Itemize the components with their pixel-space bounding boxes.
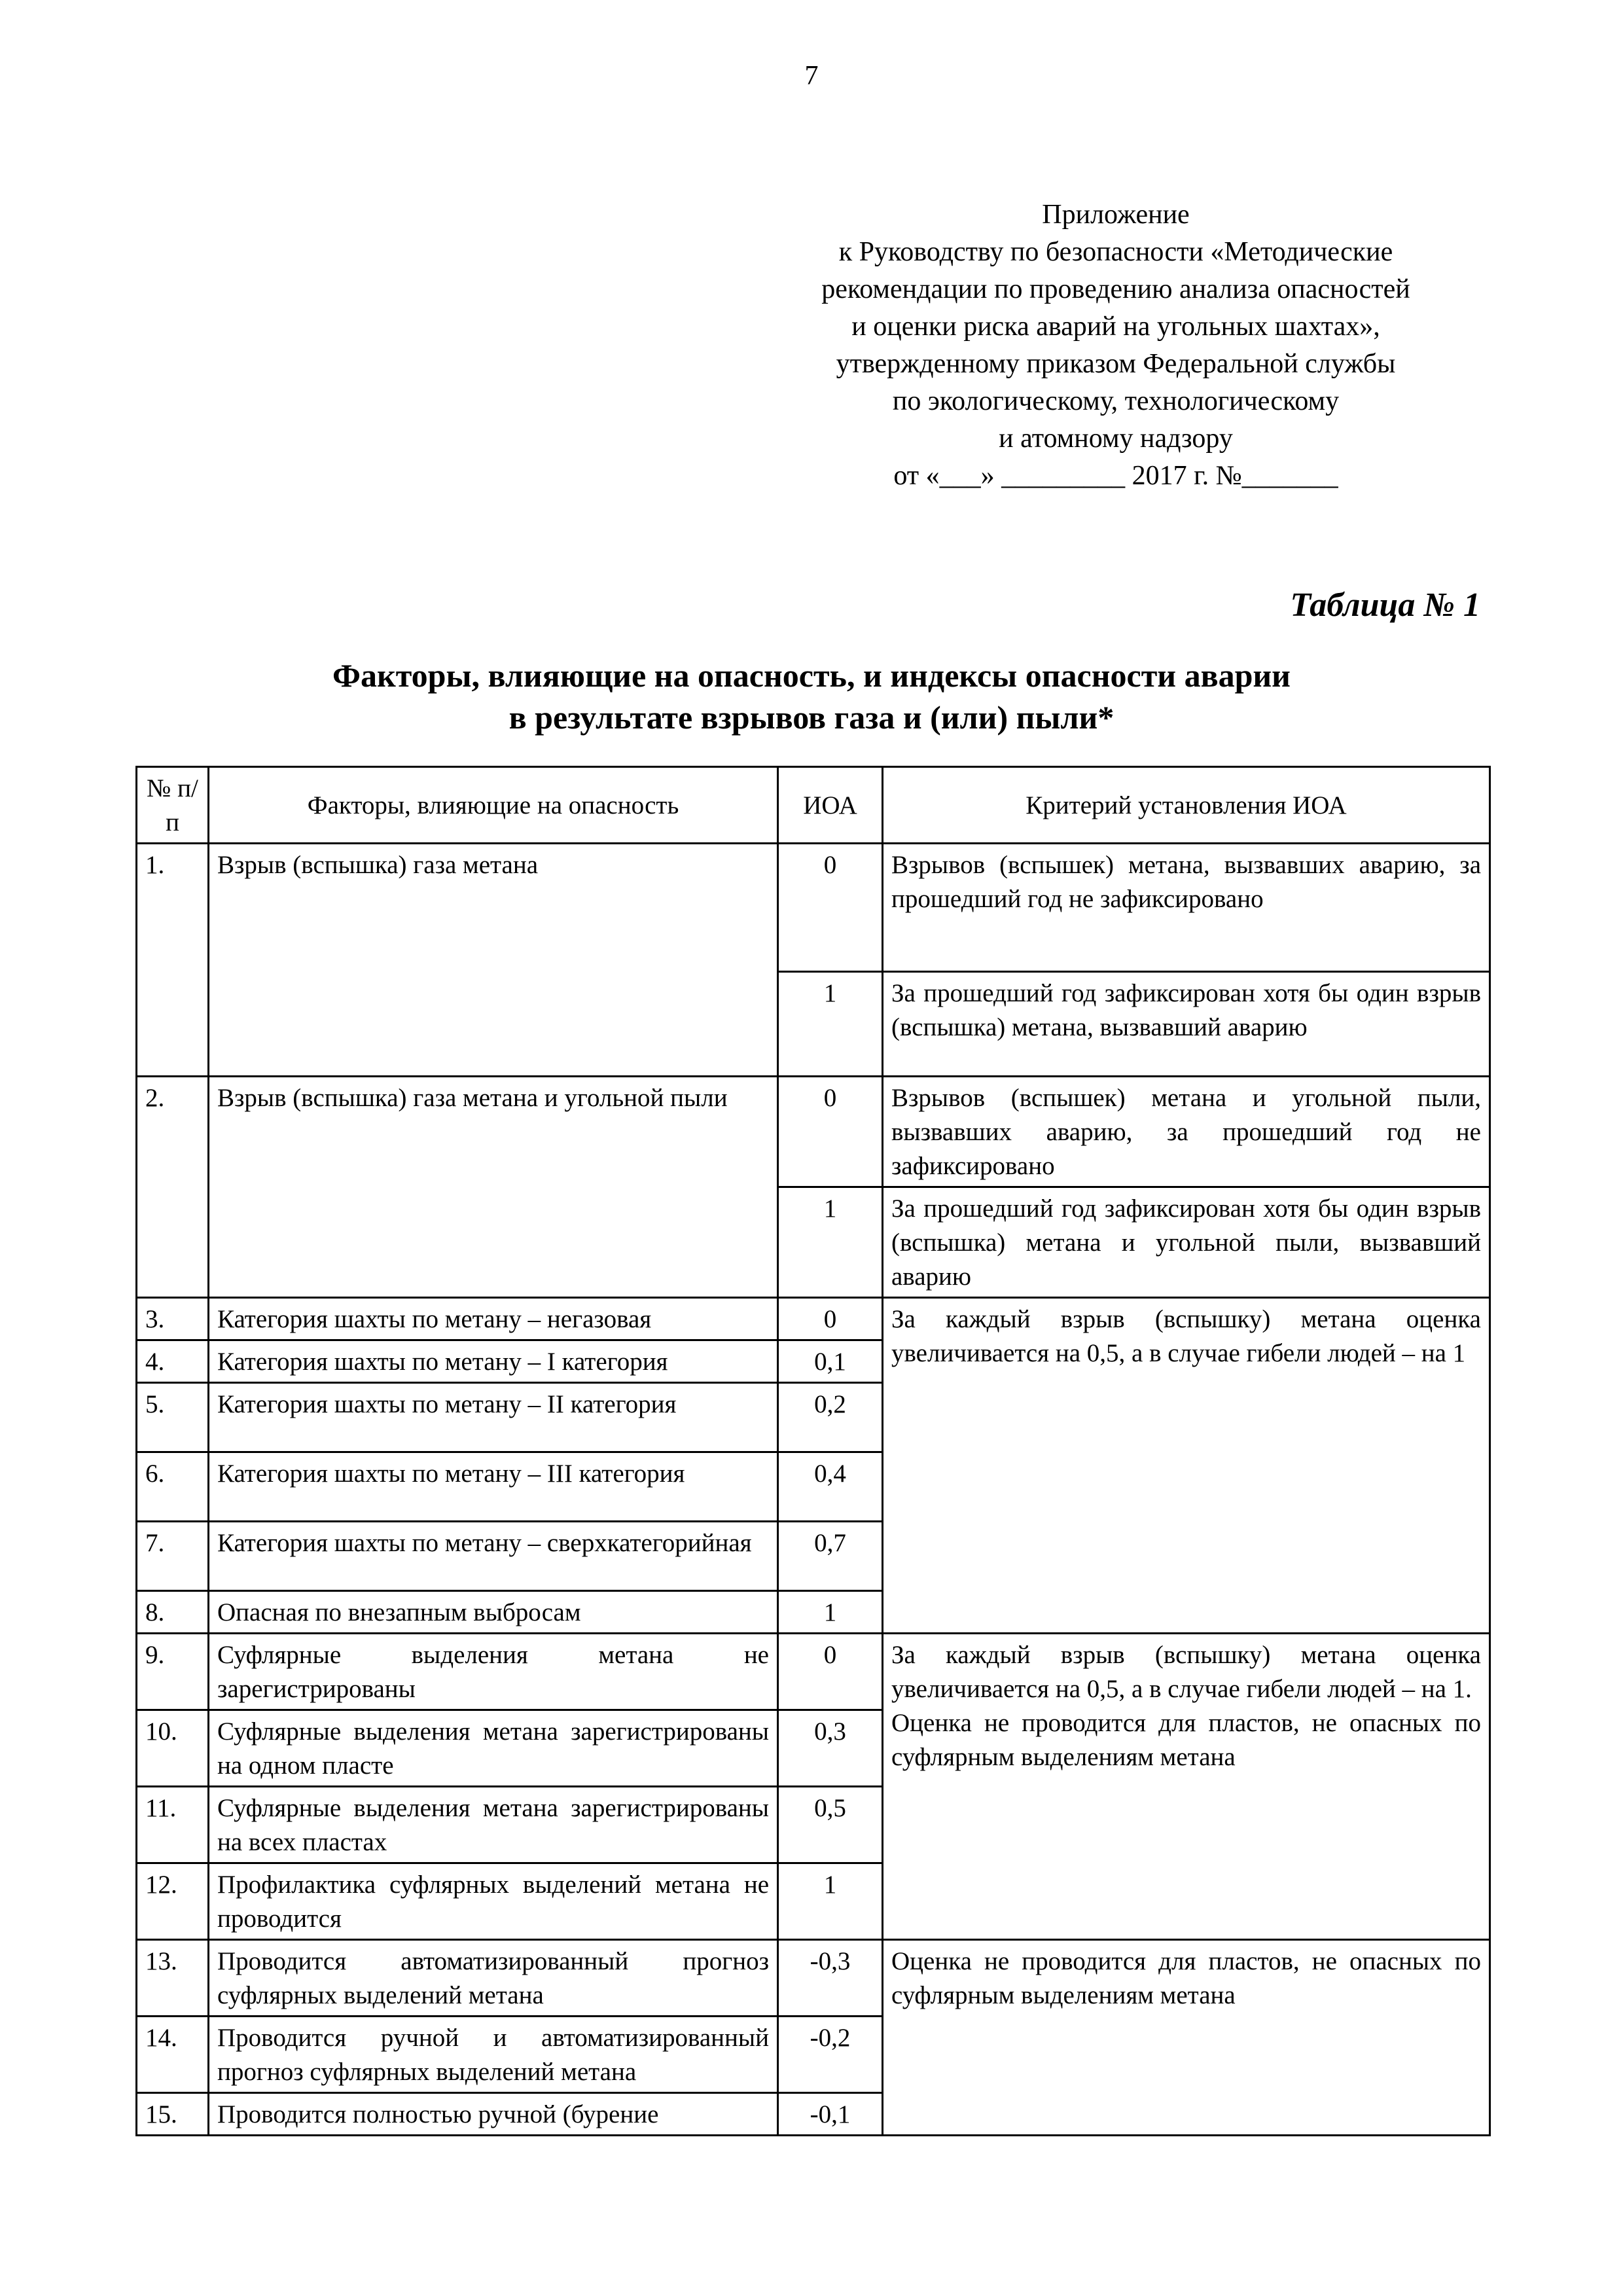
header-factor: Факторы, влияющие на опасность <box>209 767 778 844</box>
appendix-line: рекомендации по проведению анализа опасностей <box>821 274 1410 304</box>
row-criterion: Взрывов (вспышек) метана и угольной пыли, вызвавших аварию, за прошедший год не зафиксировано <box>883 1077 1490 1187</box>
table-row <box>137 1634 1490 1710</box>
table-title <box>0 655 1623 738</box>
row-ioa: 1 <box>778 1863 883 1940</box>
row-num: 7. <box>137 1522 209 1591</box>
row-num: 8. <box>137 1591 209 1634</box>
row-num: 13. <box>137 1940 209 2017</box>
row-ioa: 1 <box>778 1591 883 1634</box>
table-row <box>137 844 1490 972</box>
row-ioa: -0,3 <box>778 1940 883 2017</box>
page-number: 7 <box>804 61 819 91</box>
row-factor: Категория шахты по метану – сверхкатегорийная <box>209 1522 778 1591</box>
row-factor: Суфлярные выделения метана не зарегистрированы <box>209 1634 778 1710</box>
row-ioa: 1 <box>778 1187 883 1298</box>
appendix-line: от «___» _________ 2017 г. №_______ <box>893 461 1338 491</box>
header-num: № п/п <box>137 767 209 844</box>
row-ioa: 1 <box>778 972 883 1077</box>
row-factor: Профилактика суфлярных выделений метана не проводится <box>209 1863 778 1940</box>
row-factor: Категория шахты по метану – негазовая <box>209 1298 778 1340</box>
row-num: 6. <box>137 1452 209 1522</box>
table-label: Таблица № 1 <box>1290 586 1480 624</box>
factors-table <box>135 766 1491 2136</box>
appendix-line: к Руководству по безопасности «Методические <box>838 237 1393 267</box>
row-criterion: За прошедший год зафиксирован хотя бы один взрыв (вспышка) метана и угольной пыли, вызвавший аварию <box>883 1187 1490 1298</box>
appendix-line: и атомному надзору <box>999 423 1233 454</box>
row-factor: Категория шахты по метану – I категория <box>209 1340 778 1383</box>
row-ioa: -0,2 <box>778 2017 883 2093</box>
criterion-paragraph: Оценка не проводится для пластов, не опасных по суфлярным выделениям метана <box>891 1709 1481 1771</box>
row-factor: Категория шахты по метану – II категория <box>209 1383 778 1452</box>
row-ioa: 0,2 <box>778 1383 883 1452</box>
row-factor: Суфлярные выделения метана зарегистрированы на одном пласте <box>209 1710 778 1787</box>
row-criterion <box>883 1634 1490 1940</box>
row-factor: Проводится полностью ручной (бурение <box>209 2093 778 2136</box>
row-criterion: Оценка не проводится для пластов, не опасных по суфлярным выделениям метана <box>883 1940 1490 2136</box>
row-num: 9. <box>137 1634 209 1710</box>
row-factor: Опасная по внезапным выбросам <box>209 1591 778 1634</box>
row-num: 10. <box>137 1710 209 1787</box>
row-ioa: 0 <box>778 1077 883 1187</box>
row-num: 4. <box>137 1340 209 1383</box>
table-row <box>137 1298 1490 1340</box>
row-criterion: За прошедший год зафиксирован хотя бы один взрыв (вспышка) метана, вызвавший аварию <box>883 972 1490 1077</box>
row-ioa: 0,4 <box>778 1452 883 1522</box>
row-factor: Взрыв (вспышка) газа метана и угольной пыли <box>209 1077 778 1298</box>
row-ioa: 0,7 <box>778 1522 883 1591</box>
row-num: 3. <box>137 1298 209 1340</box>
row-factor: Проводится ручной и автоматизированный прогноз суфлярных выделений метана <box>209 2017 778 2093</box>
row-ioa: 0,1 <box>778 1340 883 1383</box>
row-num: 11. <box>137 1787 209 1863</box>
row-factor: Проводится автоматизированный прогноз суфлярных выделений метана <box>209 1940 778 2017</box>
row-ioa: 0,3 <box>778 1710 883 1787</box>
row-factor: Взрыв (вспышка) газа метана <box>209 844 778 1077</box>
appendix-line: утвержденному приказом Федеральной службы <box>836 349 1396 379</box>
criterion-paragraph: За каждый взрыв (вспышку) метана оценка увеличивается на 0,5, а в случае гибели людей – на 1. <box>891 1641 1481 1703</box>
table-title-line: Факторы, влияющие на опасность, и индексы опасности аварии <box>332 657 1291 694</box>
row-criterion: За каждый взрыв (вспышку) метана оценка увеличивается на 0,5, а в случае гибели людей – на 1 <box>883 1298 1490 1634</box>
header-criterion: Критерий установления ИОА <box>883 767 1490 844</box>
row-factor: Категория шахты по метану – III категория <box>209 1452 778 1522</box>
header-ioa: ИОА <box>778 767 883 844</box>
table-row <box>137 1940 1490 2017</box>
row-ioa: -0,1 <box>778 2093 883 2136</box>
appendix-header <box>733 196 1499 495</box>
table-title-line: в результате взрывов газа и (или) пыли* <box>508 699 1115 736</box>
table-header-row <box>137 767 1490 844</box>
row-num: 2. <box>137 1077 209 1298</box>
row-num: 14. <box>137 2017 209 2093</box>
row-num: 1. <box>137 844 209 1077</box>
row-num: 15. <box>137 2093 209 2136</box>
row-criterion: Взрывов (вспышек) метана, вызвавших аварию, за прошедший год не зафиксировано <box>883 844 1490 972</box>
row-factor: Суфлярные выделения метана зарегистрированы на всех пластах <box>209 1787 778 1863</box>
row-num: 5. <box>137 1383 209 1452</box>
row-ioa: 0 <box>778 1298 883 1340</box>
appendix-line: и оценки риска аварий на угольных шахтах», <box>851 312 1380 342</box>
row-num: 12. <box>137 1863 209 1940</box>
table-row <box>137 1077 1490 1187</box>
appendix-line: Приложение <box>1042 200 1190 230</box>
row-ioa: 0 <box>778 844 883 972</box>
appendix-line: по экологическому, технологическому <box>892 386 1340 416</box>
row-ioa: 0 <box>778 1634 883 1710</box>
row-ioa: 0,5 <box>778 1787 883 1863</box>
